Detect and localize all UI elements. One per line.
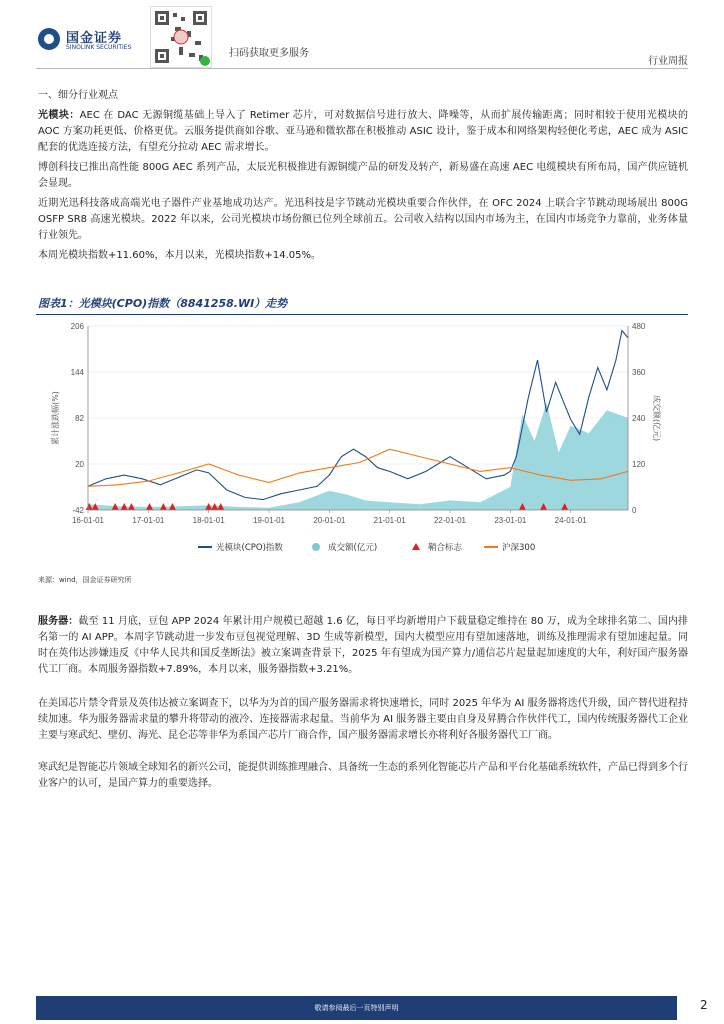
legend-label: 鞘合标志 xyxy=(428,543,463,553)
x-tick-label: 17-01-01 xyxy=(132,516,165,525)
marker-triangle xyxy=(146,503,153,510)
legend-label: 沪深300 xyxy=(502,543,536,553)
report-type: 行业周报 xyxy=(648,56,688,67)
company-logo xyxy=(38,26,143,54)
x-tick-label: 18-01-01 xyxy=(192,516,225,525)
page-number: 2 xyxy=(700,998,708,1012)
y-right-axis-title: 成交额(亿元) xyxy=(652,394,661,442)
paragraph-body: 截至 11 月底，豆包 APP 2024 年累计用户规模已超越 1.6 亿，每日平均新增用户下载量稳定维持在 80 万，成为全球排名第二、国内排名第一的 AI APP。本周字节跳动进一步发布豆包视觉理解、3D 生成等新模型，国内大模型应用有望加速落地，训练及推理需求有望加速起量。同时在英伟达涉嫌违反《中华人民共和国反垄断法》被立案调查背景下，2025 年有望成为国产算力/通信芯片起量起加速度的大年，利好国产服务器代工厂商。本周服务器指数+7.89%，本月以来，服务器指数+3.21%。 xyxy=(38,616,689,675)
legend-label: 成交额(亿元) xyxy=(328,543,378,553)
header-divider xyxy=(36,68,688,69)
logo-icon xyxy=(38,28,60,50)
page-header xyxy=(0,0,724,70)
y-right-tick-label: 480 xyxy=(632,322,646,331)
y-left-tick-label: 82 xyxy=(75,414,84,423)
paragraph-lead: 光模块： xyxy=(38,110,80,121)
paragraph-optical-module xyxy=(38,108,688,156)
footer-disclaimer: 敬请参阅最后一页特别声明 xyxy=(314,1004,399,1012)
paragraph-body: AEC 在 DAC 无源铜缆基础上导入了 Retimer 芯片，可对数据信号进行放大、降噪等，从而扩展传输距离；同时相较于使用光模块的 AOC 方案功耗更低、价格更优。云服务提供商如谷歌、亚马逊和微软都在积极推动 ASIC 设计，鉴于成本和网络架构轻便化考虑，AEC 成为 ASIC 配套的优选连接方法，有望充分拉动 AEC 需求增长。 xyxy=(38,110,689,153)
logo-text-en: SINOLINK SECURITIES xyxy=(66,44,132,51)
scan-prompt: 扫码获取更多服务 xyxy=(229,48,309,59)
paragraph-weekly-index: 本周光模块指数+11.60%，本月以来，光模块指数+14.05%。 xyxy=(38,250,322,261)
paragraph-aec-players: 博创科技已推出高性能 800G AEC 系列产品，太辰光积极推进有源铜缆产品的研发及转产，新易盛在高速 AEC 电缆模块有所布局，国产供应链机会显现。 xyxy=(38,162,688,189)
y-right-tick-label: 0 xyxy=(632,506,637,515)
legend-swatch xyxy=(312,543,320,551)
y-left-tick-label: 144 xyxy=(70,368,84,377)
paragraph-cambricon: 寒武纪是智能芯片领域全球知名的新兴公司，能提供训练推理融合、具备统一生态的系列化智能芯片产品和平台化基础系统软件，产品已得到多个行业客户的认可，是国产算力的重要选择。 xyxy=(38,762,688,789)
legend-label: 光模块(CPO)指数 xyxy=(216,543,283,553)
cpo-index-chart xyxy=(38,318,688,568)
logo-text-cn: 国金证券 xyxy=(66,31,123,46)
paragraph-accelink: 近期光迅科技落成高端光电子器件产业基地成功达产。光迅科技是字节跳动光模块重要合作伙伴，在 OFC 2024 上联合字节跳动现场展出 800G OSFP SR8 高速光模块。2022 年以来，公司光模块市场份额已位列全球前五。公司收入结构以国内市场为主，在国内市场竞争力靠前，业务体量行业领先。 xyxy=(38,198,688,241)
x-tick-label: 16-01-01 xyxy=(71,516,105,525)
paragraph-huawei-server: 在美国芯片禁令背景及英伟达被立案调查下，以华为为首的国产服务器需求将快速增长，同时 2025 年华为 AI 服务器将迭代升级，国产替代进程持续加速。华为服务器需求量的攀升将带动的液冷、连接器需求起量。当前华为 AI 服务器主要由自身及昇腾合作伙伴代工，国内传统服务器代工企业主要与寒武纪、壁仞、海光、昆仑芯等非华为系国产芯片厂商合作，国产服务器需求增长亦将利好各服务器代工厂商。 xyxy=(38,698,688,741)
series-area-turnover xyxy=(88,403,628,510)
y-left-tick-label: 206 xyxy=(70,322,84,331)
qr-code-icon xyxy=(150,6,212,68)
x-tick-label: 21-01-01 xyxy=(373,516,406,525)
x-tick-label: 19-01-01 xyxy=(252,516,286,525)
y-right-tick-label: 240 xyxy=(632,414,646,423)
footer-bar xyxy=(36,996,677,1020)
x-tick-label: 23-01-01 xyxy=(494,516,527,525)
figure-divider xyxy=(36,314,688,315)
x-tick-label: 22-01-01 xyxy=(433,516,467,525)
paragraph-server xyxy=(38,614,688,678)
figure-source: 来源：wind，国金证券研究所 xyxy=(38,576,132,584)
y-left-axis-title: 累计涨跌幅(%) xyxy=(51,391,60,445)
y-right-tick-label: 360 xyxy=(632,368,646,377)
y-right-tick-label: 120 xyxy=(632,460,646,469)
x-tick-label: 20-01-01 xyxy=(313,516,346,525)
page-footer xyxy=(0,994,724,1024)
legend-swatch xyxy=(412,543,420,550)
y-left-tick-label: -42 xyxy=(72,506,84,515)
paragraph-lead: 服务器： xyxy=(38,616,79,627)
y-left-tick-label: 20 xyxy=(75,460,84,469)
x-tick-label: 24-01-01 xyxy=(554,516,587,525)
section-heading: 一、细分行业观点 xyxy=(38,90,118,101)
figure-title: 图表1：光模块(CPO)指数（8841258.WI）走势 xyxy=(38,297,288,310)
